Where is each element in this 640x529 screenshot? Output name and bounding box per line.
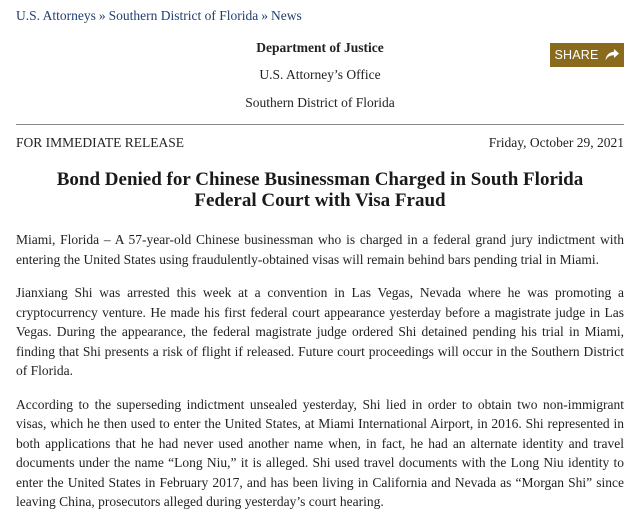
district-name: Southern District of Florida <box>245 95 395 110</box>
breadcrumb-separator: » <box>98 8 106 23</box>
share-arrow-icon <box>604 48 620 62</box>
release-label: FOR IMMEDIATE RELEASE <box>16 135 184 150</box>
breadcrumb-separator: » <box>261 8 268 23</box>
breadcrumb-link-news[interactable]: News <box>271 8 302 23</box>
article-paragraph: According to the superseding indictment unsealed yesterday, Shi lied in order to obtain two non-immigrant visas, which he then used to enter the United States, at Miami International Airport, in 2016. Shi represented in both applications that he had never used another name when, in fact, he had an alternate identity and travel documents under the name “Long Niu,” it is alleged. Shi used travel documents with the Long Niu identity to enter the United States in February 2017, and has been living in California and Nevada as “Morgan Shi” since leaving China, prosecutors alleged during yesterday’s court hearing. <box>16 396 624 509</box>
share-button[interactable] <box>550 43 624 67</box>
breadcrumb-link-southern-district[interactable]: Southern District of Florida <box>108 8 259 23</box>
breadcrumb-link-us-attorneys[interactable]: U.S. Attorneys <box>16 8 96 23</box>
department-name: Department of Justice <box>256 40 384 55</box>
breadcrumb <box>16 8 302 24</box>
article-paragraph: Jianxiang Shi was arrested this week at a convention in Las Vegas, Nevada where he was promoting a cryptocurrency venture. He made his first federal court appearance yesterday before a magistrate judge in Las Vegas. During the appearance, the federal magistrate judge ordered Shi detained pending his trial in Miami, finding that Shi presents a risk of flight if released. Future court proceedings will occur in the Southern District of Florida. <box>16 285 624 378</box>
office-name: U.S. Attorney’s Office <box>259 67 381 82</box>
share-label: SHARE <box>554 48 599 62</box>
article-title: Bond Denied for Chinese Businessman Charged in South Florida Federal Court with Visa Fraud <box>56 169 584 211</box>
article-body <box>16 230 624 526</box>
article-paragraph: Miami, Florida – A 57-year-old Chinese businessman who is charged in a federal grand jury indictment with entering the United States using fraudulently-obtained visas will remain behind bars pending trial in Miami. <box>16 232 624 267</box>
release-date: Friday, October 29, 2021 <box>488 135 624 150</box>
divider <box>16 124 624 125</box>
